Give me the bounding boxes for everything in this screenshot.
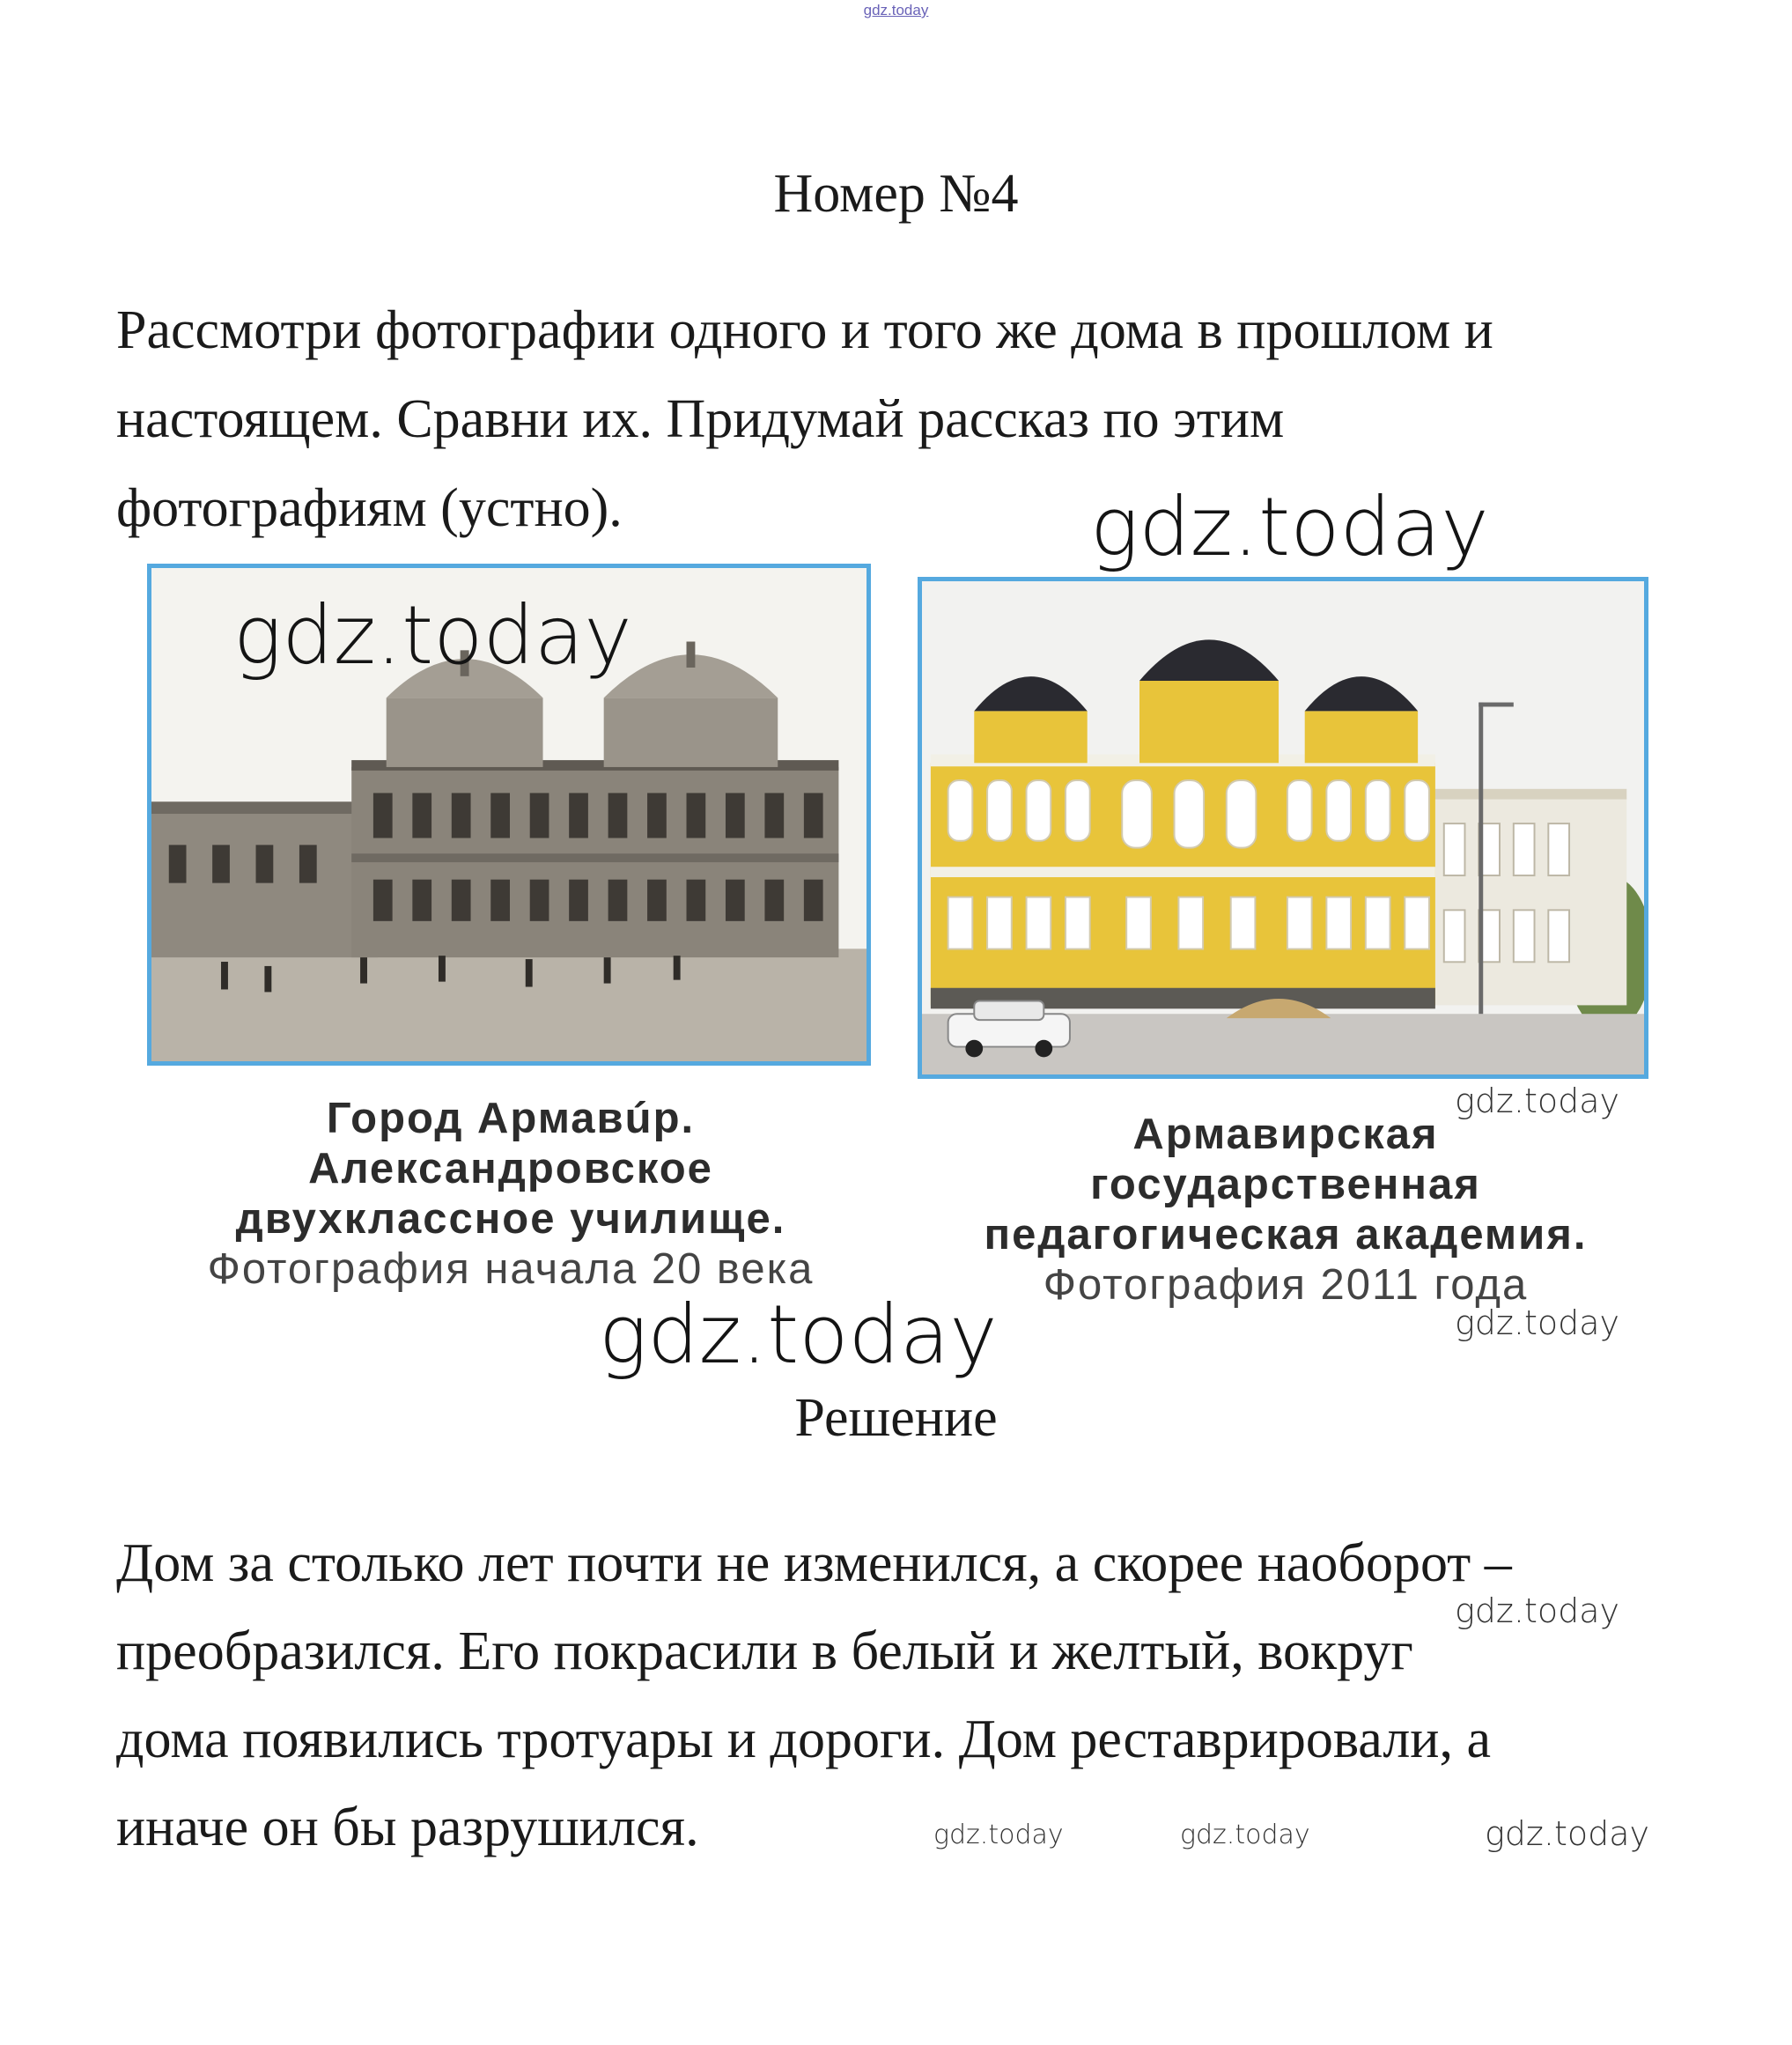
solution-heading: Решение: [794, 1388, 998, 1448]
task-line-1: Рассмотри фотографии одного и того же дома в прошлом и: [116, 300, 1493, 360]
task-line-2: настоящем. Сравни их. Придумай рассказ по этим: [116, 389, 1285, 449]
solution-line-2: преобразился. Его покрасили в белый и желтый, вокруг: [116, 1621, 1413, 1681]
new-building-illustration: [922, 581, 1644, 1074]
page-title: Номер №4: [773, 164, 1019, 224]
solution-line-3: дома появились тротуары и дороги. Дом реставрировали, а: [116, 1709, 1491, 1769]
old-caption-line-1: Город Армавúр.: [326, 1095, 696, 1142]
watermark-large: gdz.today: [599, 1288, 998, 1382]
solution-line-1: Дом за столько лет почти не изменился, а скорее наоборот –: [116, 1533, 1512, 1593]
new-caption-line-2: государственная: [1090, 1161, 1481, 1208]
new-photo-caption: [907, 1110, 1664, 1310]
watermark-medium: gdz.today: [1485, 1814, 1649, 1853]
watermark-medium: gdz.today: [1455, 1082, 1619, 1120]
old-caption-line-2: Александровское: [308, 1145, 713, 1192]
solution-text: [116, 1519, 1701, 1872]
old-caption-date: Фотография начала 20 века: [207, 1245, 815, 1293]
watermark-large: gdz.today: [1090, 480, 1489, 574]
watermark-large: gdz.today: [233, 588, 632, 683]
solution-line-4: иначе он бы разрушился.: [116, 1798, 699, 1857]
new-caption-line-1: Армавирская: [1132, 1111, 1439, 1158]
new-caption-date: Фотография 2011 года: [1043, 1261, 1529, 1309]
header-source-mark[interactable]: gdz.today: [863, 2, 929, 18]
new-building-photo: [918, 577, 1648, 1079]
old-photo-caption: [123, 1094, 898, 1295]
task-line-3: фотографиям (устно).: [116, 478, 623, 538]
watermark-small: gdz.today: [1180, 1820, 1310, 1850]
watermark-medium: gdz.today: [1455, 1591, 1619, 1630]
watermark-small: gdz.today: [933, 1820, 1064, 1850]
watermark-medium: gdz.today: [1455, 1303, 1619, 1342]
old-caption-line-3: двухклассное училище.: [235, 1195, 786, 1243]
new-caption-line-3: педагогическая академия.: [984, 1211, 1588, 1259]
